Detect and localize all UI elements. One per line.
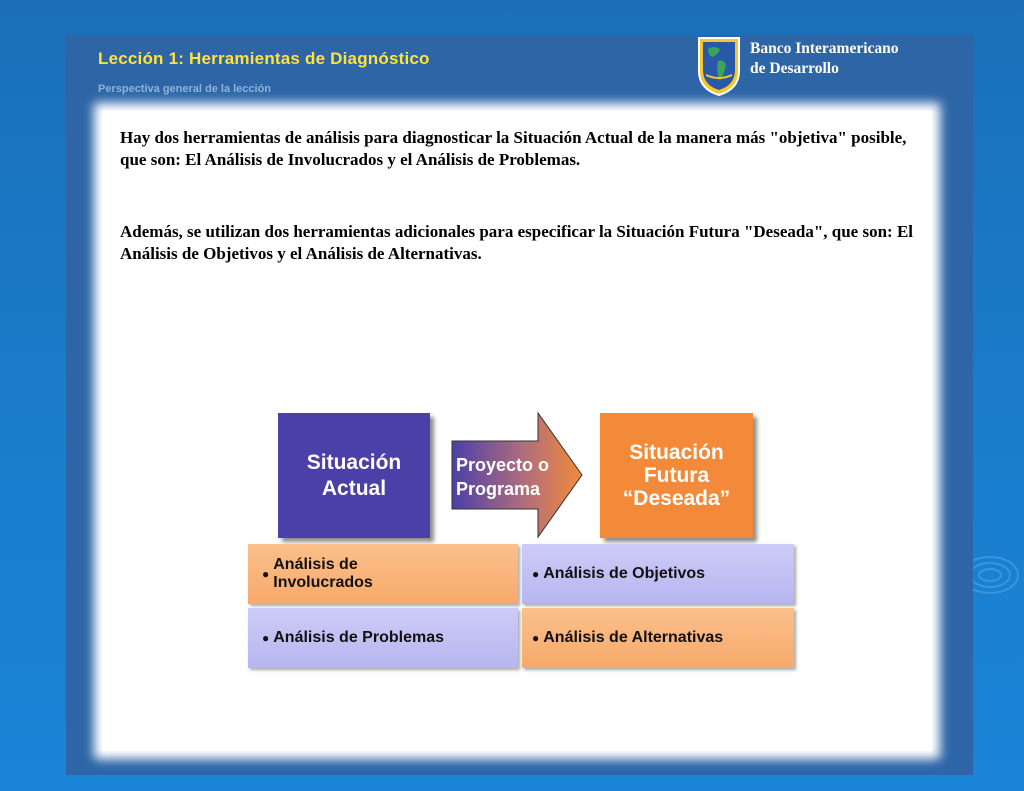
situacion-actual-line1: Situación bbox=[306, 450, 402, 474]
problemas-label: Análisis de Problemas bbox=[273, 629, 444, 646]
lesson-panel bbox=[66, 35, 973, 775]
bullet-icon: ● bbox=[262, 631, 270, 645]
paragraph-future: Además, se utilizan dos herramientas adicionales para especificar la Situación Futura "Deseada", que son: El Análisis de Objetivos y el Análisis de Alternativas. bbox=[120, 222, 914, 263]
bid-logo-line2: de Desarrollo bbox=[750, 60, 839, 77]
situacion-futura-line1: Situación bbox=[629, 441, 724, 464]
situacion-futura-box bbox=[600, 413, 753, 538]
situacion-actual-line2: Actual bbox=[321, 476, 387, 500]
involucrados-line1: Análisis de bbox=[273, 556, 358, 573]
proyecto-arrow-line2: Programa bbox=[456, 479, 541, 499]
proyecto-arrow bbox=[448, 409, 584, 541]
alternativas-label: Análisis de Alternativas bbox=[543, 629, 724, 646]
lesson-subtitle: Perspectiva general de la lección bbox=[98, 83, 272, 95]
bid-logo bbox=[696, 35, 966, 99]
bullet-icon: ● bbox=[532, 567, 540, 581]
globe-shield-icon bbox=[696, 35, 742, 97]
paragraph-diagnosis: Hay dos herramientas de análisis para diagnosticar la Situación Actual de la manera más "objetiva" posible, que son: El Análisis de Involucrados y el Análisis de Problemas. bbox=[120, 128, 907, 169]
tool-analisis-problemas bbox=[248, 608, 518, 668]
tool-analisis-objetivos bbox=[522, 544, 794, 604]
situacion-futura-line2: Futura bbox=[643, 464, 710, 487]
proyecto-arrow-line1: Proyecto o bbox=[456, 455, 550, 475]
situacion-futura-line3: “Deseada” bbox=[622, 487, 731, 510]
tool-analisis-alternativas bbox=[522, 608, 794, 668]
bid-logo-text bbox=[750, 39, 899, 79]
involucrados-line2: Involucrados bbox=[273, 574, 373, 591]
objetivos-label: Análisis de Objetivos bbox=[543, 565, 706, 582]
content-area bbox=[102, 111, 932, 751]
tool-analisis-involucrados bbox=[248, 544, 518, 604]
bullet-icon: ● bbox=[262, 567, 270, 581]
lesson-title: Lección 1: Herramientas de Diagnóstico bbox=[98, 49, 430, 68]
bid-logo-line1: Banco Interamericano bbox=[750, 40, 899, 57]
bullet-icon: ● bbox=[532, 631, 540, 645]
situacion-actual-box bbox=[278, 413, 430, 538]
